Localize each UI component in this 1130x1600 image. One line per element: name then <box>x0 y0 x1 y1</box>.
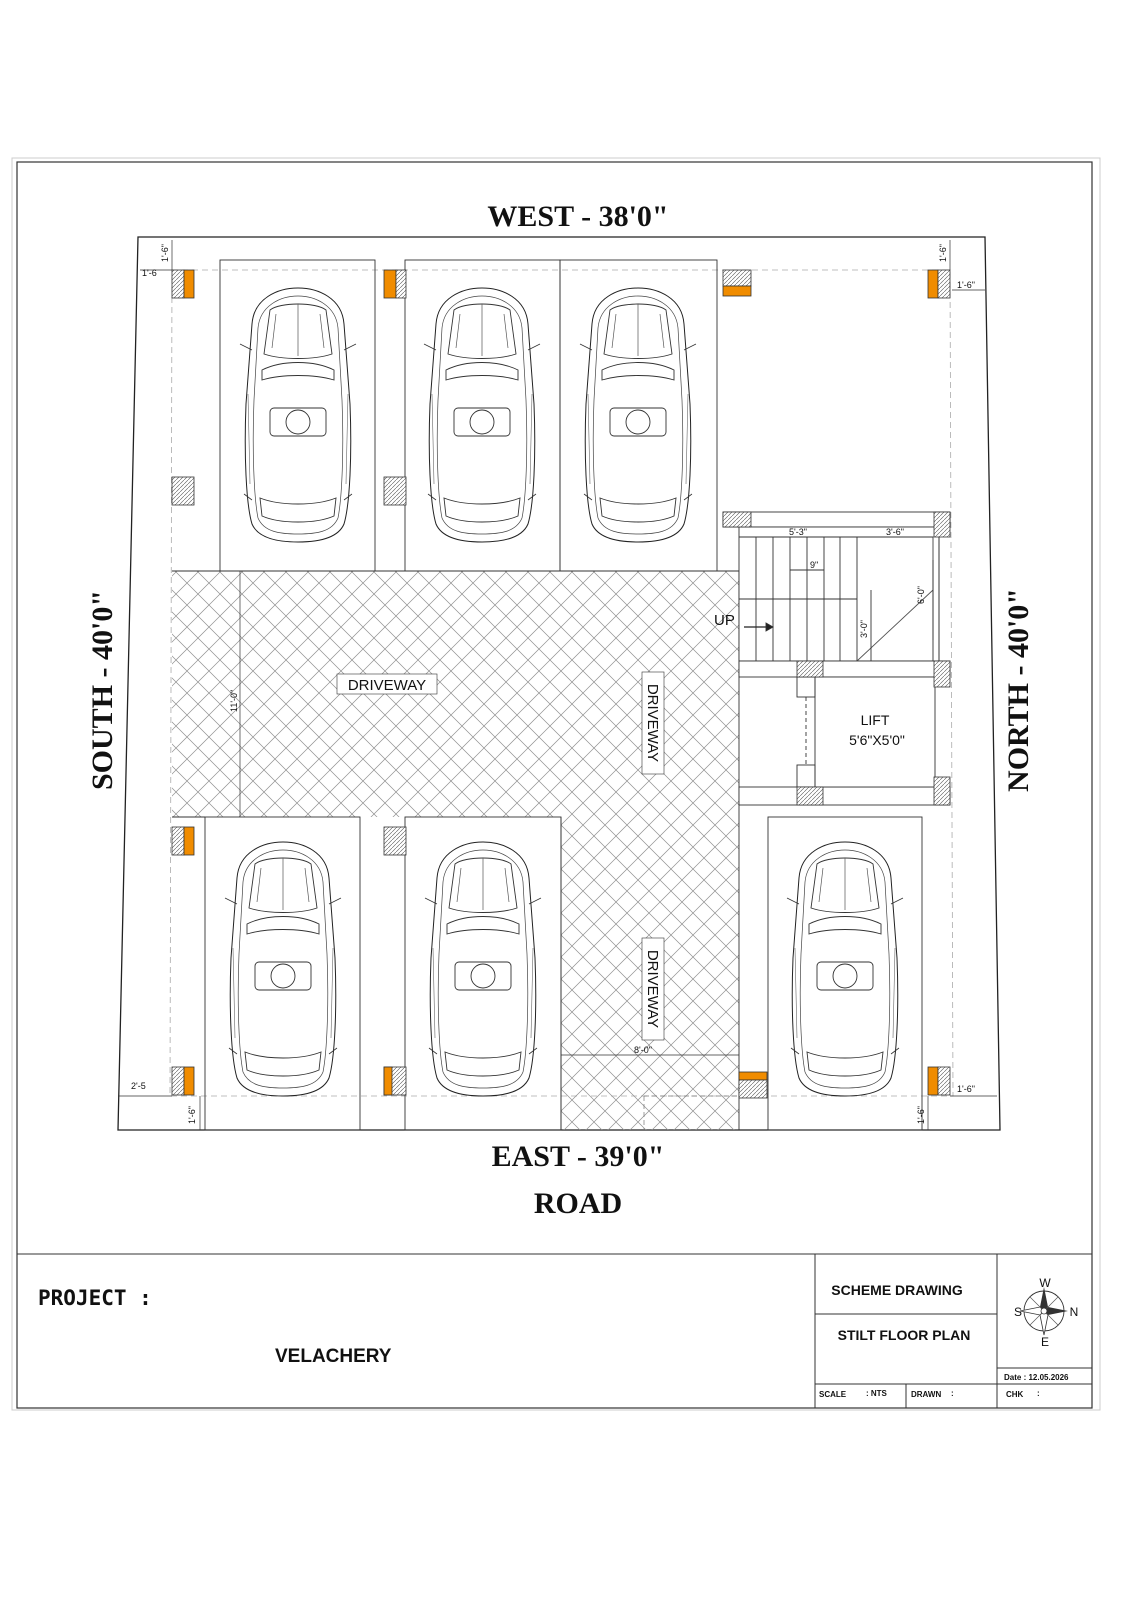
car-top-2 <box>424 288 540 542</box>
car-bottom-3 <box>787 842 903 1096</box>
parking-bays-top <box>220 260 717 571</box>
dim-5-3: 5'-3" <box>789 527 807 537</box>
drawing-type: SCHEME DRAWING <box>831 1282 963 1298</box>
dim-3-0: 3'-0" <box>859 620 869 638</box>
scale-label: SCALE <box>819 1390 847 1399</box>
north-title: NORTH - 40'0" <box>1002 588 1035 792</box>
south-title: SOUTH - 40'0" <box>86 589 119 791</box>
compass-icon <box>1020 1287 1068 1335</box>
dim-1-6-top-left: 1'-6" <box>160 244 170 262</box>
dim-1-6-left-side: 1'-6 <box>142 268 157 278</box>
dim-11-0: 11'-0" <box>229 689 239 712</box>
drawn-label: DRAWN <box>911 1390 942 1399</box>
dim-1-6-bottom-right: 1'-6" <box>916 1106 926 1124</box>
project-label: PROJECT : <box>38 1286 152 1310</box>
scale-value: : NTS <box>866 1389 887 1398</box>
west-title: WEST - 38'0" <box>487 200 669 233</box>
car-top-3 <box>580 288 696 542</box>
compass-w: W <box>1039 1276 1051 1290</box>
sheet-title: STILT FLOOR PLAN <box>837 1327 971 1343</box>
compass-s: S <box>1013 1305 1023 1319</box>
dim-9: 9" <box>810 560 819 570</box>
dim-8-0: 8'-0" <box>634 1045 652 1055</box>
driveway-label-vertical-2: DRIVEWAY <box>644 949 661 1029</box>
dim-6-0: 6'-0" <box>916 586 926 604</box>
east-title: EAST - 39'0" <box>491 1140 665 1173</box>
chk-label: CHK <box>1006 1390 1024 1399</box>
date-text: Date : 12.05.2026 <box>1004 1373 1069 1382</box>
dim-1-6-bottom-left: 1'-6" <box>187 1106 197 1124</box>
dim-2-5: 2'-5 <box>131 1081 146 1091</box>
dim-1-6-right-bottom: 1'-6" <box>957 1084 975 1094</box>
car-bottom-1 <box>225 842 341 1096</box>
driveway-label-vertical-1: DRIVEWAY <box>644 683 661 763</box>
dim-3-6: 3'-6" <box>886 527 904 537</box>
chk-value: : <box>1037 1389 1040 1398</box>
drawn-value: : <box>951 1389 954 1398</box>
road-title: ROAD <box>533 1187 623 1220</box>
car-top-1 <box>240 288 356 542</box>
lift-size: 5'6"X5'0" <box>849 732 905 748</box>
lift-label: LIFT <box>860 712 890 728</box>
stair-up-label: UP <box>714 612 735 629</box>
lift <box>739 661 950 805</box>
dim-1-6-right-top: 1'-6" <box>957 280 975 290</box>
project-name: VELACHERY <box>275 1346 392 1367</box>
driveway-label-main: DRIVEWAY <box>347 677 427 694</box>
compass-n: N <box>1069 1305 1079 1319</box>
compass-e: E <box>1040 1335 1050 1349</box>
dim-1-6-top-right: 1'-6" <box>938 244 948 262</box>
car-bottom-2 <box>425 842 541 1096</box>
